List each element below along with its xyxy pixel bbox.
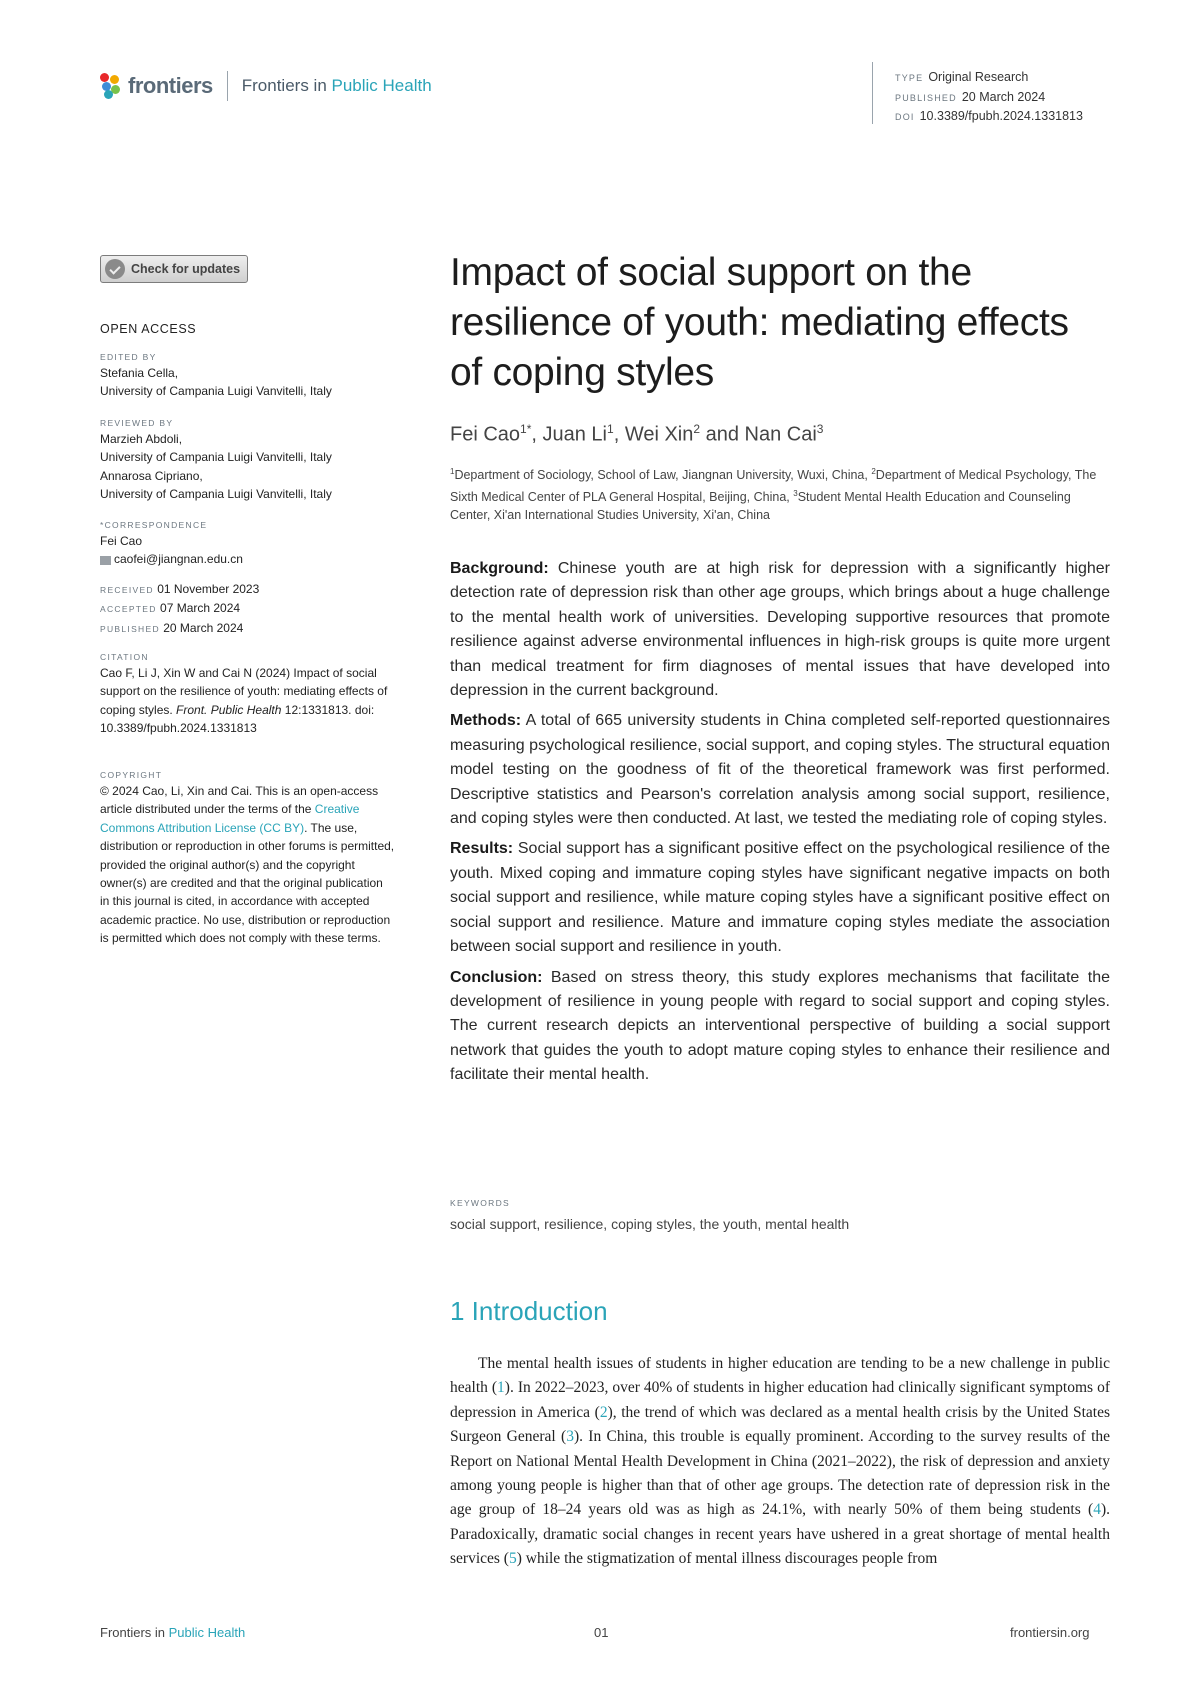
author-name[interactable]: Nan Cai — [744, 423, 817, 446]
abstract-text: A total of 665 university students in China completed self-reported questionnaires measuring psychological resilience, social support, and coping styles. The structural equation model testing on the goodness of fit of the theoretical framework was first performed. Descriptive statistics and Pearson's correlation analysis among social support, resilience, and coping styles were then conducted. At last, we tested the mediating role of coping styles. — [450, 712, 1110, 828]
abstract-results — [450, 837, 1110, 959]
meta-divider — [872, 62, 873, 124]
correspondence-email-row[interactable] — [100, 550, 395, 568]
author-sup: 2 — [693, 422, 701, 436]
received-label: RECEIVED — [100, 585, 154, 595]
edited-by-label: EDITED BY — [100, 352, 157, 362]
intro-text: ) while the stigmatization of mental illness discourages people from — [516, 1550, 938, 1568]
reference-link[interactable]: 1 — [497, 1379, 505, 1397]
reviewed-by-block — [100, 416, 395, 504]
envelope-icon — [100, 556, 111, 565]
intro-text: The mental health issues of students in higher education are tending to be a new challenge in public health ( — [450, 1355, 1110, 1397]
citation-journal: Front. Public Health — [176, 702, 282, 717]
introduction-paragraph — [450, 1352, 1110, 1572]
published-date-label: PUBLISHED — [100, 623, 160, 634]
section-heading-introduction: 1 Introduction — [450, 1296, 608, 1326]
citation-text — [100, 664, 390, 738]
citation-volume: 12:1331813. — [281, 702, 352, 717]
footer-journal[interactable] — [100, 1625, 245, 1640]
copyright-post: . The use, distribution or reproduction in other forums is permitted, provided the original author(s) and the copyright owner(s) are credited and that the original publication in this journal is cited, in accordance with accepted academic practice. No use, distribution or reproduction is permitted which does not comply with these terms. — [100, 820, 395, 946]
author-separator: , — [531, 423, 543, 446]
intro-text: ). In 2022–2023, over 40% of students in higher education had clinically significant symptoms of depression in America ( — [450, 1379, 1110, 1421]
abstract — [450, 557, 1110, 1094]
type-value: Original Research — [928, 70, 1029, 84]
check-icon — [105, 259, 125, 279]
reviewer-name: Annarosa Cipriano, — [100, 468, 203, 483]
logo-divider — [227, 71, 228, 101]
correspondence-name: Fei Cao — [100, 534, 143, 548]
footer-journal-prefix: Frontiers in — [100, 1625, 169, 1640]
footer-journal-accent: Public Health — [168, 1625, 246, 1640]
abstract-label: Results: — [450, 840, 514, 858]
doi-value[interactable]: 10.3389/fpubh.2024.1331813 — [919, 109, 1083, 123]
copyright-pre: © 2024 Cao, Li, Xin and Cai. This is an open-access article distributed under the terms of the — [100, 784, 379, 817]
doi-label: DOI — [895, 112, 915, 122]
editor-affiliation: University of Campania Luigi Vanvitelli, Italy — [100, 384, 332, 399]
abstract-conclusion — [450, 966, 1110, 1088]
intro-text: ), the trend of which was declared as a mental health crisis by the United States Surgeon General ( — [450, 1403, 1110, 1446]
cc-license-link[interactable]: Creative Commons Attribution License (CC BY) — [100, 802, 360, 835]
brand-wordmark: frontiers — [128, 73, 213, 98]
abstract-methods — [450, 709, 1110, 831]
article-title: Impact of social support on the resilience of youth: mediating effects of coping styles — [450, 251, 1069, 394]
reviewer-name: Marzieh Abdoli, — [100, 432, 183, 446]
abstract-label: Methods: — [450, 712, 522, 730]
citation-label: CITATION — [100, 652, 149, 662]
reviewed-by-label: REVIEWED BY — [100, 418, 174, 428]
journal-accent: Public Health — [331, 76, 432, 95]
correspondence-email[interactable]: caofei@jiangnan.edu.cn — [114, 552, 243, 567]
journal-name — [242, 76, 432, 96]
intro-text: ). In China, this trouble is equally prominent. According to the survey results of the Report on National Mental Health Development in China (2021–2022), the risk of depression and anxiety among young people is higher than that of other age groups. The detection rate of depression risk in the age group of 18–24 years old was as high as 24.1%, with nearly 50% of them being students ( — [450, 1428, 1111, 1519]
affiliation-sup: 1 — [450, 467, 455, 476]
keywords: social support, resilience, coping styles, the youth, mental health — [450, 1216, 850, 1232]
abstract-text: Social support has a significant positive effect on the psychological resilience of the youth. Mixed coping and immature coping styles have significant negative impacts on both social support and resilience, while mature coping styles have a significant positive effect on social support and resilience. Mature and immature coping styles mediate the association between social support and resilience in youth. — [450, 840, 1110, 956]
received-value: 01 November 2023 — [157, 582, 260, 596]
affiliation-sup: 2 — [871, 467, 876, 476]
copyright-text — [100, 782, 395, 948]
type-label: TYPE — [895, 73, 924, 83]
keywords-label: KEYWORDS — [450, 1198, 510, 1208]
author-name[interactable]: Juan Li — [542, 423, 607, 446]
affiliation-text: Student Mental Health Education and Counseling Center, Xi'an International Studies University, Xi'an, China — [450, 489, 1071, 523]
frontiers-logo-icon — [100, 73, 122, 99]
abstract-label: Conclusion: — [450, 968, 543, 986]
affiliation-text: Department of Medical Psychology, The Sixth Medical Center of PLA General Hospital, Beijing, China, — [450, 468, 1097, 504]
accepted-label: ACCEPTED — [100, 604, 157, 615]
reviewer-affiliation: University of Campania Luigi Vanvitelli, Italy — [100, 487, 332, 502]
citation-doi[interactable]: doi: 10.3389/fpubh.2024.1331813 — [100, 702, 375, 736]
footer-site-link[interactable]: frontiersin.org — [1010, 1625, 1090, 1640]
reference-link[interactable]: 3 — [566, 1428, 574, 1446]
reference-link[interactable]: 2 — [599, 1403, 608, 1421]
author-separator: , — [613, 423, 625, 446]
author-sup: 3 — [816, 422, 824, 436]
affiliations — [450, 463, 1100, 525]
page-number: 01 — [594, 1625, 609, 1640]
open-access-label: OPEN ACCESS — [100, 322, 197, 336]
journal-prefix: Frontiers in — [241, 76, 332, 95]
accepted-value: 07 March 2024 — [160, 601, 241, 616]
author-sup: 1* — [520, 422, 532, 436]
article-meta — [895, 68, 1083, 127]
author-sup: 1 — [607, 422, 614, 436]
affiliation-sup: 3 — [793, 488, 798, 498]
reviewer-affiliation: University of Campania Luigi Vanvitelli, Italy — [100, 450, 332, 465]
author-separator: and — [700, 423, 745, 446]
author-name[interactable]: Wei Xin — [624, 423, 694, 446]
published-date-value: 20 March 2024 — [163, 620, 244, 635]
correspondence-label: *CORRESPONDENCE — [100, 520, 208, 530]
abstract-background — [450, 557, 1110, 703]
copyright-block — [100, 768, 395, 948]
frontiers-logo[interactable] — [100, 70, 432, 102]
author-list — [450, 422, 823, 447]
abstract-label: Background: — [450, 560, 549, 577]
published-value: 20 March 2024 — [961, 89, 1046, 104]
abstract-text: Based on stress theory, this study explores mechanisms that facilitate the development of resilience in young people with regard to social support and coping styles. The current research depicts an interventional perspective of building a social support network that guides the youth to adopt mature coping styles to enhance their resilience and facilitate their mental health. — [450, 968, 1110, 1084]
correspondence-block — [100, 518, 395, 569]
affiliation-text: Department of Sociology, School of Law, Jiangnan University, Wuxi, China, — [454, 468, 872, 483]
reference-link[interactable]: 4 — [1093, 1501, 1101, 1519]
abstract-text: Chinese youth are at high risk for depression with a significantly higher detection rate of depression risk than other age groups, which brings about a huge challenge to the mental health work of universities. Developing supportive resources that promote resilience against adverse environmental influences in high-risk groups is quite more urgent than medical treatment for firm diagnoses of mental issues that have developed into depression in the current background. — [450, 560, 1110, 700]
copyright-label: COPYRIGHT — [100, 770, 163, 780]
check-updates-label: Check for updates — [131, 262, 241, 276]
intro-text: ). Paradoxically, dramatic social changes in recent years have ushered in a great shortage of mental health services ( — [450, 1501, 1110, 1568]
check-for-updates-button[interactable] — [100, 255, 248, 283]
reference-link[interactable]: 5 — [508, 1550, 517, 1568]
author-name[interactable]: Fei Cao — [450, 423, 521, 446]
citation-body: Cao F, Li J, Xin W and Cai N (2024) Impact of social support on the resilience of youth: mediating effects of coping styles. — [100, 666, 388, 717]
editor-name: Stefania Cella, — [100, 366, 179, 380]
dates-block — [100, 580, 395, 638]
published-label: PUBLISHED — [895, 92, 957, 103]
edited-by-block — [100, 350, 395, 401]
citation-block — [100, 650, 390, 738]
